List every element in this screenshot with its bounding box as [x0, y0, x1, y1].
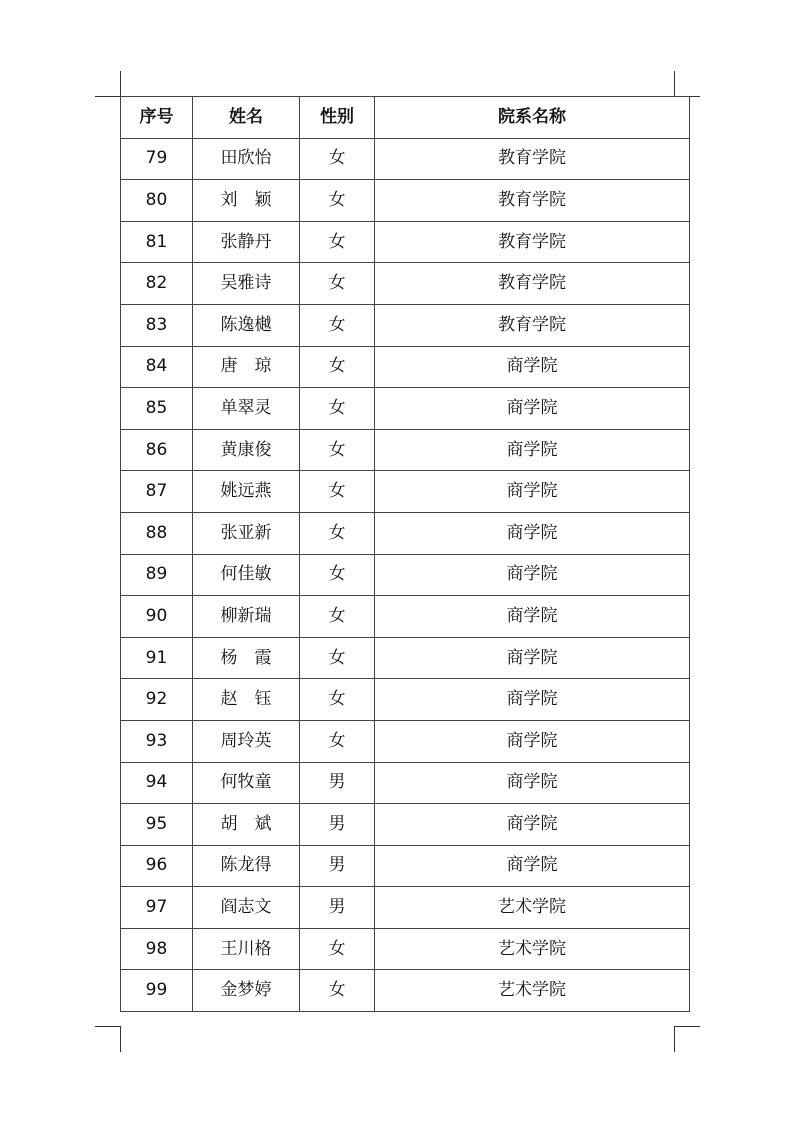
cell-no: 89 — [121, 554, 193, 596]
table-row — [121, 429, 690, 471]
cell-name: 何牧童 — [193, 762, 300, 804]
cell-gender: 女 — [300, 304, 375, 346]
table-row — [121, 596, 690, 638]
cell-name: 周玲英 — [193, 720, 300, 762]
cell-no: 97 — [121, 887, 193, 929]
crop-mark-bottom-left-h — [95, 1026, 121, 1027]
table-row — [121, 804, 690, 846]
cell-department: 商学院 — [375, 554, 690, 596]
cell-name: 刘 颖 — [193, 180, 300, 222]
cell-department: 教育学院 — [375, 221, 690, 263]
table-row — [121, 970, 690, 1012]
cell-department: 商学院 — [375, 471, 690, 513]
cell-department: 教育学院 — [375, 304, 690, 346]
table-row — [121, 263, 690, 305]
cell-gender: 女 — [300, 596, 375, 638]
cell-name: 柳新瑞 — [193, 596, 300, 638]
cell-no: 84 — [121, 346, 193, 388]
cell-department: 艺术学院 — [375, 970, 690, 1012]
table-row — [121, 554, 690, 596]
cell-department: 商学院 — [375, 845, 690, 887]
header-name: 姓名 — [193, 97, 300, 139]
cell-name: 单翠灵 — [193, 388, 300, 430]
cell-gender: 女 — [300, 388, 375, 430]
cell-gender: 女 — [300, 346, 375, 388]
cell-department: 商学院 — [375, 637, 690, 679]
table-row — [121, 221, 690, 263]
cell-department: 商学院 — [375, 429, 690, 471]
cell-department: 商学院 — [375, 720, 690, 762]
table-row — [121, 471, 690, 513]
cell-department: 商学院 — [375, 346, 690, 388]
cell-gender: 女 — [300, 221, 375, 263]
cell-name: 张亚新 — [193, 512, 300, 554]
cell-name: 赵 钰 — [193, 679, 300, 721]
cell-department: 艺术学院 — [375, 887, 690, 929]
table-row — [121, 346, 690, 388]
table-row — [121, 845, 690, 887]
table-row — [121, 512, 690, 554]
table-row — [121, 887, 690, 929]
cell-name: 王川格 — [193, 928, 300, 970]
cell-no: 98 — [121, 928, 193, 970]
cell-name: 田欣怡 — [193, 138, 300, 180]
cell-gender: 女 — [300, 263, 375, 305]
table-row — [121, 762, 690, 804]
cell-no: 83 — [121, 304, 193, 346]
cell-gender: 男 — [300, 762, 375, 804]
cell-gender: 女 — [300, 928, 375, 970]
cell-gender: 女 — [300, 720, 375, 762]
cell-gender: 女 — [300, 512, 375, 554]
cell-department: 商学院 — [375, 804, 690, 846]
table-row — [121, 928, 690, 970]
table-row — [121, 138, 690, 180]
table-row — [121, 180, 690, 222]
cell-no: 86 — [121, 429, 193, 471]
table-row — [121, 304, 690, 346]
cell-no: 99 — [121, 970, 193, 1012]
cell-no: 85 — [121, 388, 193, 430]
cell-gender: 男 — [300, 845, 375, 887]
cell-gender: 女 — [300, 970, 375, 1012]
cell-name: 唐 琼 — [193, 346, 300, 388]
crop-mark-top-left-h — [95, 96, 121, 97]
crop-mark-bottom-right-h — [674, 1026, 700, 1027]
cell-department: 商学院 — [375, 388, 690, 430]
cell-name: 陈龙得 — [193, 845, 300, 887]
cell-gender: 女 — [300, 138, 375, 180]
cell-no: 81 — [121, 221, 193, 263]
cell-name: 陈逸樾 — [193, 304, 300, 346]
cell-department: 艺术学院 — [375, 928, 690, 970]
cell-department: 商学院 — [375, 762, 690, 804]
crop-mark-bottom-right-v — [674, 1026, 675, 1052]
cell-name: 胡 斌 — [193, 804, 300, 846]
cell-no: 96 — [121, 845, 193, 887]
table-row — [121, 388, 690, 430]
cell-no: 87 — [121, 471, 193, 513]
crop-mark-bottom-left-v — [120, 1026, 121, 1052]
header-department: 院系名称 — [375, 97, 690, 139]
cell-gender: 女 — [300, 429, 375, 471]
cell-no: 95 — [121, 804, 193, 846]
cell-gender: 女 — [300, 554, 375, 596]
table-header-row — [121, 97, 690, 139]
cell-gender: 男 — [300, 804, 375, 846]
cell-name: 吴雅诗 — [193, 263, 300, 305]
cell-name: 黄康俊 — [193, 429, 300, 471]
cell-department: 教育学院 — [375, 138, 690, 180]
crop-mark-top-right-v — [674, 71, 675, 97]
table-row — [121, 637, 690, 679]
cell-no: 82 — [121, 263, 193, 305]
cell-no: 80 — [121, 180, 193, 222]
cell-name: 金梦婷 — [193, 970, 300, 1012]
cell-gender: 男 — [300, 887, 375, 929]
cell-name: 何佳敏 — [193, 554, 300, 596]
cell-name: 阎志文 — [193, 887, 300, 929]
cell-name: 姚远燕 — [193, 471, 300, 513]
cell-department: 教育学院 — [375, 180, 690, 222]
cell-department: 教育学院 — [375, 263, 690, 305]
cell-department: 商学院 — [375, 679, 690, 721]
cell-no: 88 — [121, 512, 193, 554]
cell-name: 张静丹 — [193, 221, 300, 263]
cell-no: 94 — [121, 762, 193, 804]
header-gender: 性别 — [300, 97, 375, 139]
cell-gender: 女 — [300, 180, 375, 222]
cell-no: 93 — [121, 720, 193, 762]
cell-department: 商学院 — [375, 512, 690, 554]
cell-no: 79 — [121, 138, 193, 180]
cell-no: 90 — [121, 596, 193, 638]
table-row — [121, 679, 690, 721]
table-body — [121, 138, 690, 1011]
cell-department: 商学院 — [375, 596, 690, 638]
cell-name: 杨 霞 — [193, 637, 300, 679]
cell-gender: 女 — [300, 471, 375, 513]
cell-no: 92 — [121, 679, 193, 721]
header-no: 序号 — [121, 97, 193, 139]
cell-gender: 女 — [300, 637, 375, 679]
cell-no: 91 — [121, 637, 193, 679]
table-row — [121, 720, 690, 762]
crop-mark-top-left-v — [120, 71, 121, 97]
student-roster-table — [120, 96, 690, 1012]
cell-gender: 女 — [300, 679, 375, 721]
